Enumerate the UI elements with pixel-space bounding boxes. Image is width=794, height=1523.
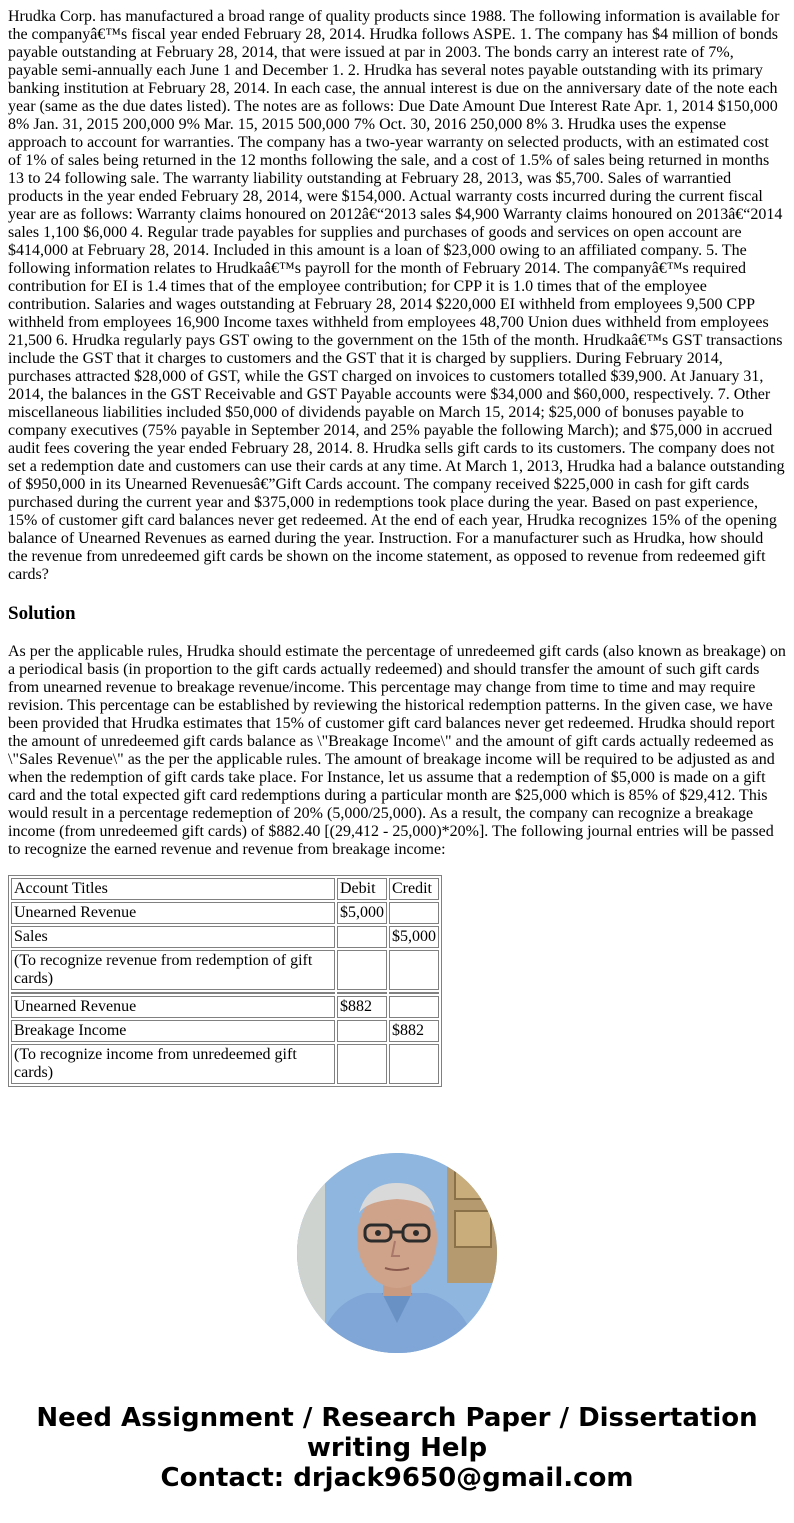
table-row — [11, 1020, 439, 1042]
credit-cell — [389, 996, 439, 1018]
account-cell: Unearned Revenue — [11, 902, 335, 924]
credit-cell — [389, 992, 439, 994]
solution-heading: Solution — [8, 603, 76, 624]
table-row — [11, 926, 439, 948]
promo-banner — [0, 1403, 794, 1493]
account-cell: Breakage Income — [11, 1020, 335, 1042]
debit-cell — [337, 1020, 387, 1042]
journal-entries-table — [8, 875, 442, 1087]
account-cell: (To recognize income from unredeemed gift cards) — [11, 1044, 335, 1084]
credit-cell — [389, 902, 439, 924]
account-cell — [11, 992, 335, 994]
account-titles-header: Account Titles — [11, 878, 335, 900]
credit-header: Credit — [389, 878, 439, 900]
credit-cell: $5,000 — [389, 926, 439, 948]
debit-cell — [337, 950, 387, 990]
table-row — [11, 1044, 439, 1084]
contact-email: Contact: drjack9650@gmail.com — [160, 1463, 634, 1493]
credit-cell: $882 — [389, 1020, 439, 1042]
debit-header: Debit — [337, 878, 387, 900]
question-text: Hrudka Corp. has manufactured a broad range of quality products since 1988. The following information is available for the companyâ€™s fiscal year ended February 28, 2014. Hrudka follows ASPE. 1. The company has $4 million of bonds payable outstanding at February 28, 2014, that were issued at par in 2003. The bonds carry an interest rate of 7%, payable semi-annually each June 1 and December 1. 2. Hrudka has several notes payable outstanding with its primary banking institution at February 28, 2014. In each case, the annual interest is due on the anniversary date of the note each year (same as the due dates listed). The notes are as follows: Due Date Amount Due Interest Rate Apr. 1, 2014 $150,000 8% Jan. 31, 2015 200,000 9% Mar. 15, 2015 500,000 7% Oct. 30, 2016 250,000 8% 3. Hrudka uses the expense approach to account for warranties. The company has a two-year warranty on selected products, with an estimated cost of 1% of sales being returned in the 12 months following the sale, and a cost of 1.5% of sales being returned in months 13 to 24 following sale. The warranty liability outstanding at February 28, 2013, was $5,700. Sales of warrantied products in the year ended February 28, 2014, were $154,000. Actual warranty costs incurred during the current fiscal year are as follows: Warranty claims honoured on 2012â€“2013 sales $4,900 Warranty claims honoured on 2013â€“2014 sales 1,100 $6,000 4. Regular trade payables for supplies and purchases of goods and services on open account are $414,000 at February 28, 2014. Included in this amount is a loan of $23,000 owing to an affiliated company. 5. The following information relates to Hrudkaâ€™s payroll for the month of February 2014. The companyâ€™s required contribution for EI is 1.4 times that of the employee contribution; for CPP it is 1.0 times that of the employee contribution. Salaries and wages outstanding at February 28, 2014 $220,000 EI withheld from employees 9,500 CPP withheld from employees 16,900 Income taxes withheld from employees 48,700 Union dues withheld from employees 21,500 6. Hrudka regularly pays GST owing to the government on the 15th of the month. Hrudkaâ€™s GST transactions include the GST that it charges to customers and the GST that it is charged by suppliers. During February 2014, purchases attracted $28,000 of GST, while the GST charged on invoices to customers totalled $39,900. At January 31, 2014, the balances in the GST Receivable and GST Payable accounts were $34,000 and $60,000, respectively. 7. Other miscellaneous liabilities included $50,000 of dividends payable on March 15, 2014; $25,000 of bonuses payable to company executives (75% payable in September 2014, and 25% payable the following March); and $75,000 in accrued audit fees covering the year ended February 28, 2014. 8. Hrudka sells gift cards to its customers. The company does not set a redemption date and customers can use their cards at any time. At March 1, 2013, Hrudka had a balance outstanding of $950,000 in its Unearned Revenuesâ€”Gift Cards account. The company received $225,000 in cash for gift cards purchased during the current year and $375,000 in redemptions took place during the year. Based on past experience, 15% of customer gift card balances never get redeemed. At the end of each year, Hrudka recognizes 15% of the opening balance of Unearned Revenues as earned during the year. Instruction. For a manufacturer such as Hrudka, how should the revenue from unredeemed gift cards be shown on the income statement, as opposed to revenue from redeemed gift cards? — [8, 8, 785, 583]
account-cell: Unearned Revenue — [11, 996, 335, 1018]
account-cell: (To recognize revenue from redemption of gift cards) — [11, 950, 335, 990]
credit-cell — [389, 950, 439, 990]
debit-cell — [337, 992, 387, 994]
table-header-row — [11, 878, 439, 900]
debit-cell: $882 — [337, 996, 387, 1018]
solution-text: As per the applicable rules, Hrudka should estimate the percentage of unredeemed gift cards (also known as breakage) on a periodical basis (in proportion to the gift cards actually redeemed) and should transfer the amount of such gift cards from unearned revenue to breakage revenue/income. This percentage may change from time to time and may require revision. This percentage can be established by reviewing the historical redemption patterns. In the given case, we have been provided that Hrudka estimates that 15% of customer gift card balances never get redeemed. Hrudka should report the amount of unredeemed gift cards balance as \"Breakage Income\" and the amount of gift cards actually redeemed as \"Sales Revenue\" as the per the applicable rules. The amount of breakage income will be required to be adjusted as and when the redemption of gift cards take place. For Instance, let us assume that a redemption of $5,000 is made on a gift card and the total expected gift card redemptions during a particular month are $25,000 which is 85% of $29,412. This would result in a percentage redemeption of 20% (5,000/25,000). As a result, the company can recognize a breakage income (from unredeemed gift cards) of $882.40 [(29,412 - 25,000)*20%]. The following journal entries will be passed to recognize the earned revenue and revenue from breakage income: — [8, 643, 786, 858]
account-cell: Sales — [11, 926, 335, 948]
table-row — [11, 902, 439, 924]
debit-cell: $5,000 — [337, 902, 387, 924]
promo-line: Need Assignment / Research Paper / Dissertation writing Help — [36, 1403, 758, 1463]
author-portrait-icon — [297, 1153, 497, 1353]
table-spacer-row — [11, 992, 439, 994]
debit-cell — [337, 1044, 387, 1084]
table-row — [11, 950, 439, 990]
portrait-graphic — [297, 1153, 497, 1353]
table-row — [11, 996, 439, 1018]
debit-cell — [337, 926, 387, 948]
credit-cell — [389, 1044, 439, 1084]
